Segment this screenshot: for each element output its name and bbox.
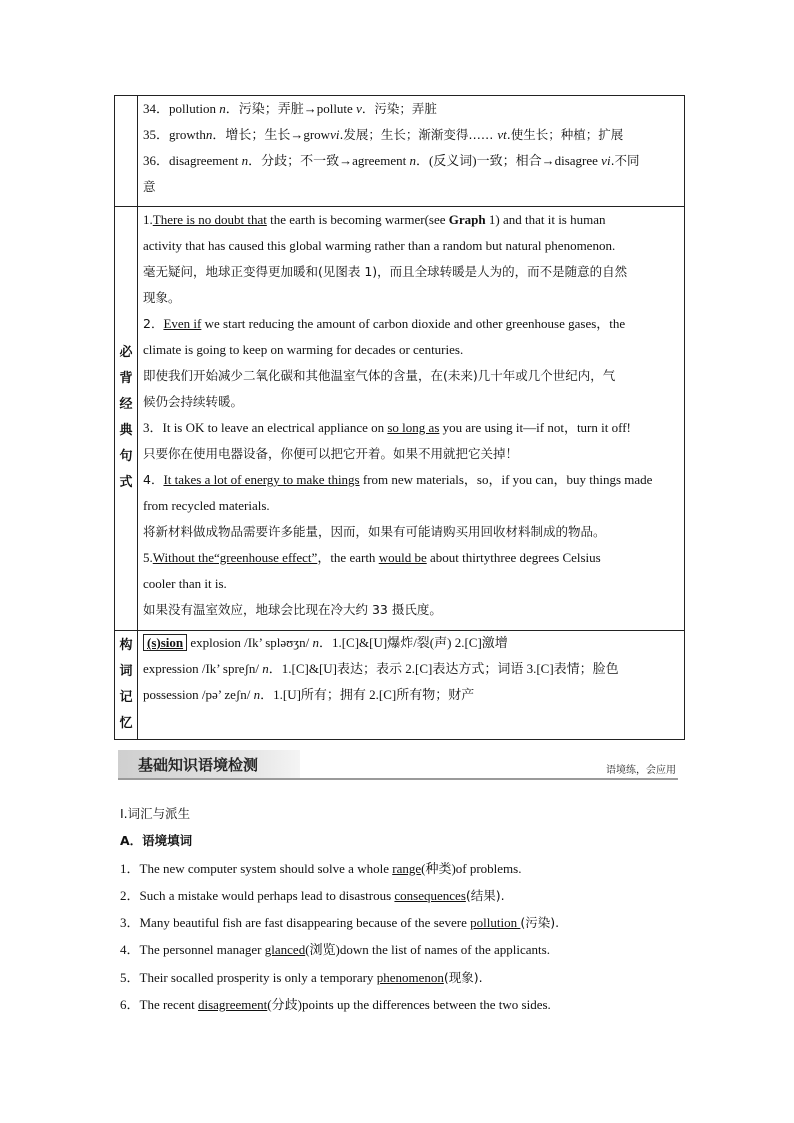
text-run: climate is going to keep on warming for decades or centuries. [143, 342, 464, 357]
text-run: ．分歧；不一致→agreement [248, 153, 410, 168]
underlined-phrase: so long as [387, 420, 440, 435]
section-label-word-formation [115, 630, 137, 740]
text-run: ．增长；生长→grow [212, 127, 331, 142]
text-line [143, 259, 678, 285]
text-run: 1) and that it is human [485, 212, 606, 227]
text-run: 现象。 [143, 290, 181, 305]
text-line [120, 882, 690, 909]
text-line [143, 285, 678, 311]
exercise-section [120, 800, 690, 1018]
text-run: ．(反义词)一致；相合→disagree [415, 153, 602, 168]
text-run: 3．Many beautiful fish are fast disappearing because of the severe [120, 915, 471, 931]
text-run: 候仍会持续转暖。 [143, 394, 244, 409]
text-run: 只要你在使用电器设备，你便可以把它开着。如果不用就把它关掉！ [143, 446, 519, 461]
text-line [143, 519, 678, 545]
text-line [143, 96, 678, 122]
part-of-speech: n [241, 153, 249, 168]
underlined-phrase: range [392, 860, 422, 876]
text-run: 5．Their socalled prosperity is only a temporary [120, 969, 377, 985]
suffix-box: (s)sion [143, 634, 187, 651]
text-run: from recycled materials. [143, 498, 270, 513]
text-run: expression /Ik’ spreʃn/ [143, 661, 263, 676]
text-run: ．1.[C]&[U]表达；表示 2.[C]表达方式；词语 3.[C]表情；脸色 [268, 661, 619, 676]
text-line [143, 122, 678, 148]
label-char: 忆 [119, 716, 133, 731]
underlined-phrase: There is no doubt that [152, 212, 267, 227]
text-run: 4． [143, 472, 164, 487]
text-run: you are using it—if not，turn it off! [439, 420, 631, 435]
text-run: 2． [143, 316, 164, 331]
part-of-speech: n [253, 687, 261, 702]
word-formation-lines [143, 630, 678, 708]
part-of-speech: n [219, 101, 226, 116]
text-line [120, 936, 690, 963]
text-line [143, 545, 678, 571]
text-run: the earth is becoming warmer(see [266, 212, 449, 227]
part-of-speech: n [312, 635, 319, 650]
text-line [120, 855, 690, 882]
part-of-speech: n [262, 661, 269, 676]
text-run: ．污染；弄脏→pollute [225, 101, 357, 116]
text-line [143, 656, 678, 682]
vocabulary-table [114, 95, 685, 740]
exercise-items [120, 855, 690, 1019]
text-run: .不同 [610, 153, 640, 168]
text-run: (结果). [465, 887, 505, 903]
text-run: ．1.[U]所有；拥有 2.[C]所有物；财产 [260, 687, 475, 702]
underlined-phrase: Without the“greenhouse effect” [152, 550, 318, 565]
label-char: 式 [119, 475, 133, 490]
text-line [143, 682, 678, 708]
banner-title: 基础知识语境检测 [138, 756, 259, 774]
text-line [143, 571, 678, 597]
text-line [143, 389, 678, 415]
text-run: we start reducing the amount of carbon dioxide and other greenhouse gases，the [201, 316, 626, 331]
part-of-speech: v [356, 101, 362, 116]
underlined-phrase: It takes a lot of energy to make things [163, 472, 360, 487]
text-run: (分歧)points up the differences between the two sides. [267, 997, 551, 1013]
text-line [143, 415, 678, 441]
text-run: 将新材料做成物品需要许多能量，因而，如果有可能请购买用回收材料制成的物品。 [143, 524, 606, 539]
text-run: 6．The recent [120, 997, 198, 1013]
text-run: ，the earth [317, 550, 379, 565]
text-run: 如果没有温室效应，地球会比现在冷大约 33 摄氏度。 [143, 602, 442, 617]
text-line [143, 207, 678, 233]
label-column-divider [137, 96, 138, 739]
text-line [143, 597, 678, 623]
bold-word: Graph [448, 212, 486, 227]
part-of-speech: n [409, 153, 416, 168]
underlined-phrase: pollution [470, 915, 521, 931]
text-run: 1. [143, 212, 153, 227]
label-char: 典 [119, 423, 133, 438]
text-line [120, 909, 690, 936]
text-run: 1．The new computer system should solve a whole [120, 860, 393, 876]
text-line [143, 493, 678, 519]
label-char: 构 [119, 638, 133, 653]
text-run: cooler than it is. [143, 576, 227, 591]
text-run: 5. [143, 550, 153, 565]
text-run: (浏览)down the list of names of the applicants. [305, 942, 550, 958]
text-run: 36．disagreement [143, 153, 242, 168]
text-run: ．1.[C]&[U]爆炸/裂(声) 2.[C]激增 [318, 635, 508, 650]
text-run: 2．Such a mistake would perhaps lead to disastrous [120, 887, 395, 903]
text-line [143, 233, 678, 259]
text-line [143, 148, 678, 174]
exercise-section-heading: Ⅰ.词汇与派生 [120, 806, 191, 821]
text-run: (现象). [443, 969, 483, 985]
exercise-subheading: A．语境填词 [120, 833, 193, 849]
text-run: explosion /Ik’ spləʊʒn/ [187, 635, 313, 650]
section-banner [118, 748, 678, 780]
underlined-phrase: phenomenon [376, 969, 444, 985]
text-run: 即使我们开始减少二氧化碳和其他温室气体的含量，在(未来)几十年或几个世纪内，气 [143, 368, 616, 383]
text-run: 毫无疑问，地球正变得更加暖和(见图表 1)，而且全球转暖是人为的，而不是随意的自然 [143, 264, 628, 279]
part-of-speech: vt [497, 127, 507, 142]
text-run: 35．growth [143, 127, 206, 142]
text-line [143, 363, 678, 389]
text-run: 3．It is OK to leave an electrical appliance on [143, 420, 388, 435]
text-run: about thirtythree degrees Celsius [426, 550, 601, 565]
label-char: 记 [119, 690, 133, 705]
text-run: 意 [143, 179, 156, 194]
text-run: 4．The personnel manager [120, 942, 265, 958]
text-run: (污染). [520, 915, 560, 931]
label-char: 句 [119, 449, 133, 464]
text-line [143, 441, 678, 467]
banner-subtitle: 语境练，会应用 [606, 765, 676, 776]
text-line [143, 467, 678, 493]
classic-sentences-cell [143, 207, 678, 623]
text-line [120, 991, 690, 1018]
text-run: .使生长；种植；扩展 [506, 127, 624, 142]
text-line [120, 964, 690, 991]
label-char: 背 [119, 371, 133, 386]
text-line [143, 630, 678, 656]
word-derivation-cell [143, 96, 678, 200]
part-of-speech: vi [330, 127, 340, 142]
text-run: from new materials，so，if you can，buy things made [359, 472, 653, 487]
underlined-phrase: consequences [394, 887, 466, 903]
text-run: (种类)of problems. [421, 860, 522, 876]
word-formation-cell [143, 630, 678, 708]
word-derivation-lines [143, 96, 678, 200]
text-line [143, 174, 678, 200]
underlined-phrase: Even if [163, 316, 202, 331]
text-run: 34．pollution [143, 101, 220, 116]
text-line [143, 311, 678, 337]
label-char: 经 [119, 397, 133, 412]
part-of-speech: vi [601, 153, 611, 168]
part-of-speech: n [205, 127, 213, 142]
text-line [143, 337, 678, 363]
text-run: possession /pə’ zeʃn/ [143, 687, 254, 702]
underlined-phrase: would be [378, 550, 427, 565]
section-label-must-memorize-sentences [115, 206, 137, 630]
text-run: ．污染；弄脏 [361, 101, 437, 116]
classic-sentences-lines [143, 207, 678, 623]
text-run: .发展；生长；渐渐变得…… [339, 127, 498, 142]
label-char: 必 [119, 345, 133, 360]
text-run: activity that has caused this global warming rather than a random but natural phenomenon. [143, 238, 616, 253]
underlined-phrase: disagreement [197, 997, 268, 1013]
label-char: 词 [119, 664, 133, 679]
underlined-phrase: glanced [264, 942, 306, 958]
